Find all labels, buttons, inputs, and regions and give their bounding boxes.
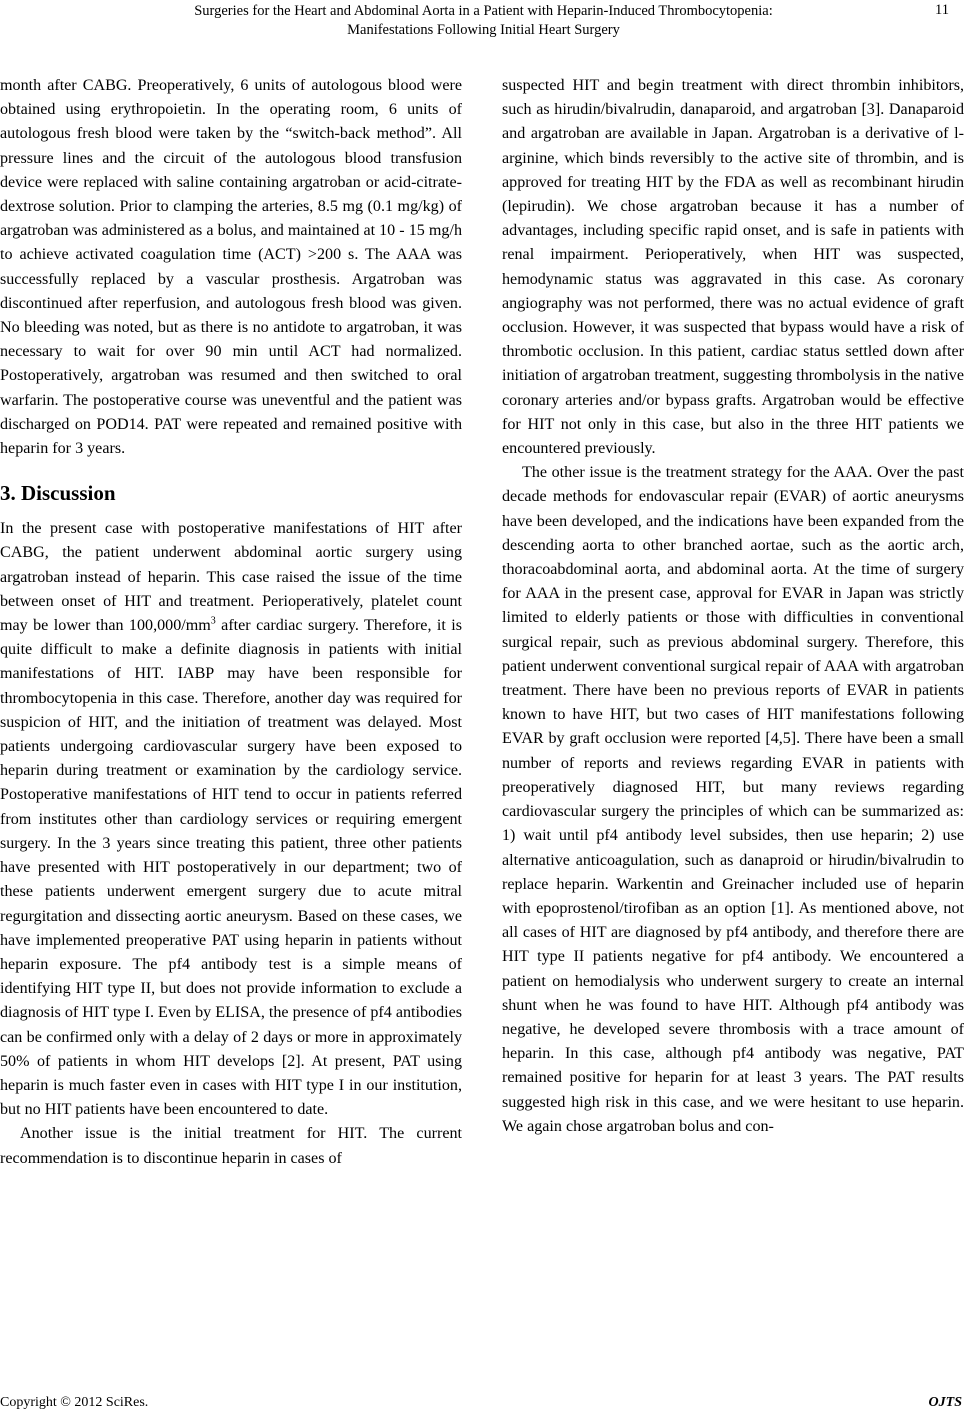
superscript-exponent: 3 (210, 615, 216, 627)
page-number: 11 (935, 2, 949, 18)
running-title-line-1: Surgeries for the Heart and Abdominal Aorta in a Patient with Heparin-Induced Thrombocytopenia: (194, 3, 773, 19)
running-title-line-2: Manifestations Following Initial Heart Surgery (347, 22, 620, 38)
left-column (0, 74, 462, 1171)
right-column (502, 74, 964, 1139)
paragraph-discussion-1-part-b: after cardiac surgery. Therefore, it is quite difficult to make a definite diagnosis in patients with initial manifestations of HIT. IABP may have been responsible for thrombocytopenia in this case. Therefore, another day was required for suspicion of HIT, and the initiation of treatment was delayed. Most patients undergoing cardiovascular surgery have been exposed to heparin during treatment or examination by the cardiology service. Postoperative manifestations of HIT tend to occur in patients referred from institutes other than cardiology services or requiring emergent surgery. In the 3 years since treating this patient, three other patients have presented with HIT postoperatively in our department; two of these patients underwent emergent surgery due to acute mitral regurgitation and dissecting aortic aneurysm. Based on these cases, we have implemented preoperative PAT using heparin in patients without heparin exposure. The pf4 antibody test is a simple means of identifying HIT type II, but does not provide information to exclude a diagnosis of HIT type I. Even by ELISA, the presence of pf4 antibodies can be confirmed only with a delay of 2 days or more in approximately 50% of patients in whom HIT develops [2]. At present, PAT using heparin is much faster even in cases with HIT type I in our institution, but no HIT patients have been encountered to date. (0, 617, 462, 1119)
paragraph-case-continuation: month after CABG. Preoperatively, 6 units of autologous blood were obtained using erythropoietin. In the operating room, 6 units of autologous fresh blood were taken by the “switch-back method”. All pressure lines and the circuit of the autologous blood transfusion device were replaced with saline containing argatroban or acid-citrate-dextrose solution. Prior to clamping the arteries, 8.5 mg (0.1 mg/kg) of argatroban was administered as a bolus, and maintained at 10 - 15 mg/h to achieve activated coagulation time (ACT) >200 s. The AAA was successfully replaced by a vascular prosthesis. Argatroban was discontinued after reperfusion, and autologous fresh blood was given. No bleeding was noted, but as there is no antidote to argatroban, it was necessary to wait for over 90 min until ACT had normalized. Postoperatively, argatroban was resumed and then switched to oral warfarin. The postoperative course was uneventful and the patient was discharged on POD14. PAT were repeated and remained positive with heparin for 3 years. (0, 77, 462, 458)
running-header (0, 2, 967, 40)
paragraph-discussion-1 (0, 517, 462, 1122)
journal-abbreviation: OJTS (928, 1395, 962, 1410)
paragraph-discussion-2: Another issue is the initial treatment for HIT. The current recommendation is to discontinue heparin in cases of (0, 1125, 462, 1167)
section-heading-discussion: 3. Discussion (0, 481, 116, 506)
copyright-notice: Copyright © 2012 SciRes. (0, 1395, 149, 1410)
paragraph-discussion-2-continued: suspected HIT and begin treatment with direct thrombin inhibitors, such as hirudin/bivalrudin, danaparoid, and argatroban [3]. Danaparoid and argatroban are available in Japan. Argatroban is a derivative of l-arginine, which binds reversibly to the active site of thrombin, and is approved for treating HIT by the FDA as well as recombinant hirudin (lepirudin). We chose argatroban because it has a number of advantages, including specific rapid onset, and is safe in patients with renal impairment. Perioperatively, when HIT was suspected, hemodynamic status was aggravated in this case. As coronary angiography was not performed, there was no actual evidence of graft occlusion. However, it was suspected that bypass would have a risk of thrombotic occlusion. In this patient, cardiac status settled down after initiation of argatroban treatment, suggesting thrombolysis in the native coronary arteries and/or bypass grafts. Argatroban would be effective for HIT not only in this case, but also in the three HIT patients we encountered previously. (502, 77, 964, 458)
paragraph-discussion-3: The other issue is the treatment strategy for the AAA. Over the past decade methods for endovascular repair (EVAR) of aortic aneurysms have been developed, and the indications have been expanded from the descending aorta to other branched aortae, such as the aortic arch, thoracoabdominal aorta, and abdominal aorta. At the time of surgery for AAA in the present case, approval for EVAR in Japan was strictly limited to elderly patients or those with difficulties in conventional surgical repair, such as previous abdominal surgery. Therefore, this patient underwent conventional surgical repair of AAA with argatroban treatment. There have been no previous reports of EVAR in patients known to have HIT, but two cases of HIT manifestations following EVAR by graft occlusion were reported [4,5]. There have been a small number of reports and reviews regarding EVAR in patients with preoperatively diagnosed HIT, but many reviews regarding cardiovascular surgery the principles of which can be summarized as: 1) wait until pf4 antibody level subsides, then use heparin; 2) use alternative anticoagulation, such as danaproid or hirudin/bivalrudin to replace heparin. Warkentin and Greinacher included use of heparin with epoprostenol/tirofiban as an option [1]. As mentioned above, not all cases of HIT are diagnosed by pf4 antibody, and therefore there are HIT type II patients negative for pf4 antibody. We encountered a patient on hemodialysis who underwent surgery to create an internal shunt when he was found to have HIT. Although pf4 antibody was negative, he developed severe thrombosis with a trace amount of heparin. In this case, although pf4 antibody was negative, PAT remained positive for heparin for at least 3 years. The PAT results suggested high risk in this case, and we were hesitant to use heparin. We again chose argatroban bolus and con- (502, 464, 964, 1135)
paragraph-discussion-1-part-a: In the present case with postoperative manifestations of HIT after CABG, the patient underwent abdominal aortic surgery using argatroban instead of heparin. This case raised the issue of the time between onset of HIT and treatment. Perioperatively, platelet count may be lower than 100,000/mm (0, 520, 462, 635)
